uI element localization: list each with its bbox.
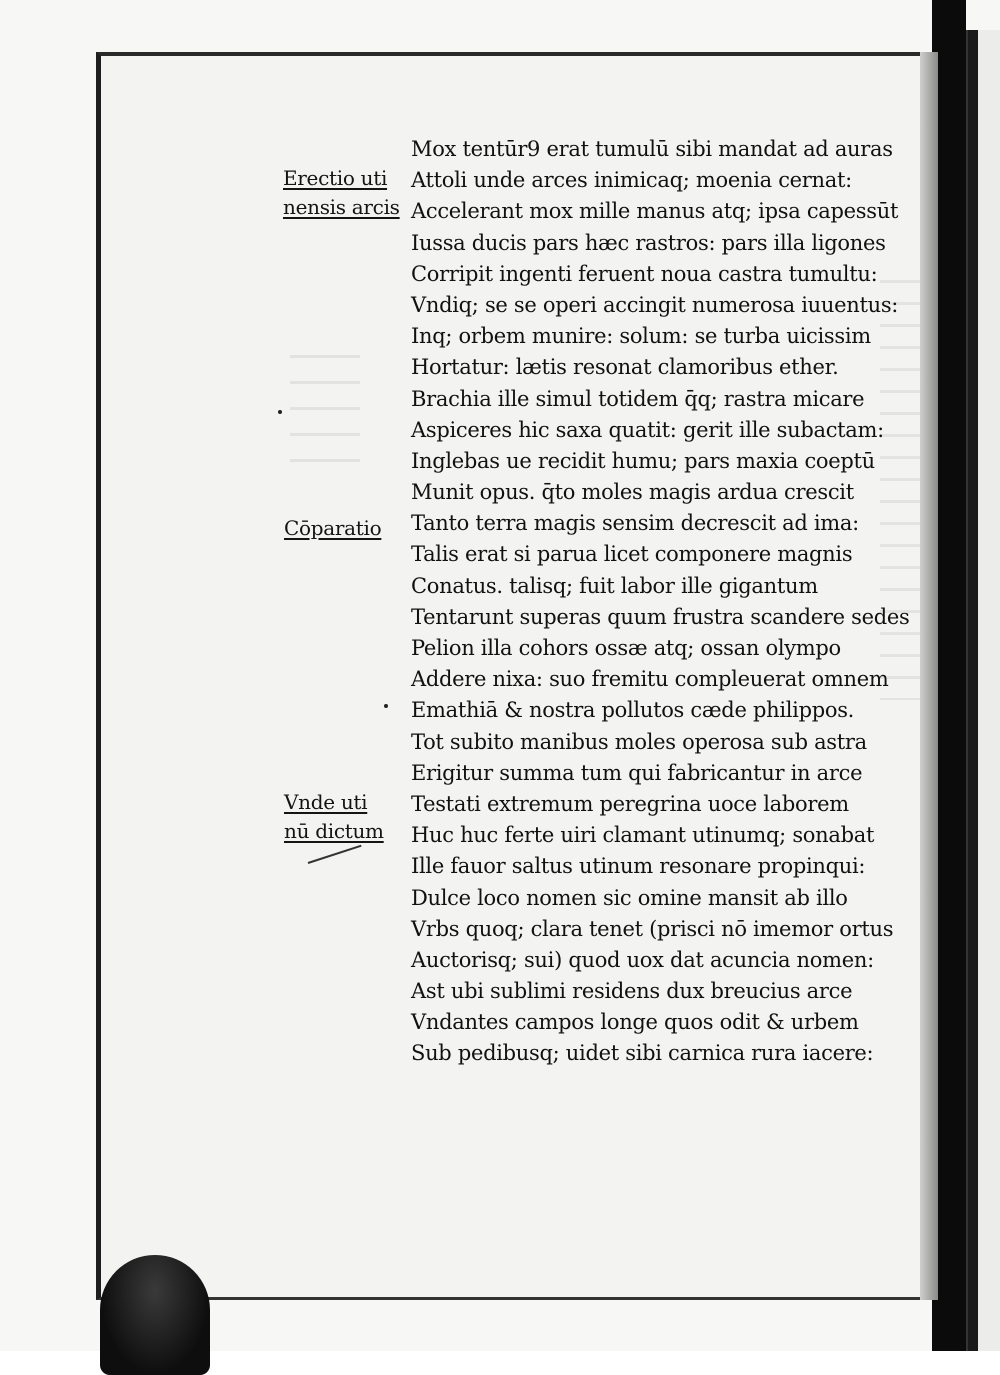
gloss-line: Cōparatio xyxy=(284,516,382,540)
verse-line: Addere nixa: suo fremitu compleuerat omnem xyxy=(411,667,889,692)
verse-line: Erigitur summa tum qui fabricantur in arce xyxy=(411,760,863,785)
verse-line: Testati extremum peregrina uoce laborem xyxy=(411,791,849,816)
gloss-line: nensis arcis xyxy=(283,195,400,219)
verse-line: Mox tentūr9 erat tumulū sibi mandat ad auras xyxy=(411,137,893,161)
verse-line: Hortatur: lætis resonat clamoribus ether. xyxy=(411,355,839,380)
verse-line: Ille fauor saltus utinum resonare propinqui: xyxy=(411,854,866,879)
gloss-line: Vnde uti xyxy=(284,790,368,814)
verse-line: Vndantes campos longe quos odit & urbem xyxy=(411,1010,859,1035)
verse-line: Inq; orbem munire: solum: se turba uicissim xyxy=(411,324,871,349)
verse-line: Talis erat si parua licet componere magnis xyxy=(411,542,853,567)
verse-line: Attoli unde arces inimicaq; moenia cernat: xyxy=(411,168,852,193)
verse-line: Munit opus. q̄to moles magis ardua crescit xyxy=(411,480,854,505)
verse-line: Sub pedibusq; uidet sibi carnica rura iacere: xyxy=(411,1041,874,1066)
verse-line: Iussa ducis pars hæc rastros: pars illa ligones xyxy=(411,230,886,255)
facing-page-edge xyxy=(966,30,1000,1351)
verse-line: Corripit ingenti feruent noua castra tumultu: xyxy=(411,261,878,286)
page-fold-shadow xyxy=(920,52,938,1300)
verse-line: Inglebas ue recidit humu; pars maxia coeptū xyxy=(411,448,875,473)
show-through-left xyxy=(290,355,360,475)
verse-line: Tanto terra magis sensim decrescit ad ima: xyxy=(411,511,859,536)
verse-line: Ast ubi sublimi residens dux breucius arce xyxy=(411,979,853,1004)
verse-block xyxy=(411,134,921,1070)
verse-line: Conatus. talisq; fuit labor ille gigantum xyxy=(411,573,818,598)
margin-gloss-unde-utinum xyxy=(284,788,384,846)
verse-line: Accelerant mox mille manus atq; ipsa capessūt xyxy=(411,199,899,224)
verse-line: Dulce loco nomen sic omine mansit ab illo xyxy=(411,885,848,910)
verse-line: Huc huc ferte uiri clamant utinumq; sonabat xyxy=(411,823,875,848)
verse-line: Aspiceres hic saxa quatit: gerit ille subactam: xyxy=(411,417,884,442)
verse-line: Brachia ille simul totidem q̄q; rastra micare xyxy=(411,386,865,411)
verse-line: Vrbs quoq; clara tenet (prisci nō imemor ortus xyxy=(411,916,894,941)
holding-finger xyxy=(100,1255,210,1375)
ink-dot-mark xyxy=(278,410,282,414)
verse-line: Pelion illa cohors ossæ atq; ossan olympo xyxy=(411,636,841,660)
verse-line: Vndiq; se se operi accingit numerosa iuuentus: xyxy=(411,292,899,317)
verse-line: Emathiā & nostra pollutos cæde philippos. xyxy=(411,698,855,723)
verse-line: Tot subito manibus moles operosa sub astra xyxy=(411,729,867,754)
verse-line: Auctorisq; sui) quod uox dat acuncia nomen: xyxy=(411,947,874,972)
gloss-line: Erectio uti xyxy=(283,166,388,190)
facing-page-shadow xyxy=(968,30,978,1351)
verse-line: Tentarunt superas quum frustra scandere sedes xyxy=(411,604,910,629)
ink-dot-mark xyxy=(384,704,388,708)
margin-gloss-erectio xyxy=(283,164,400,222)
margin-gloss-comparatio xyxy=(284,514,381,543)
gloss-line: nū dictum xyxy=(284,819,384,843)
